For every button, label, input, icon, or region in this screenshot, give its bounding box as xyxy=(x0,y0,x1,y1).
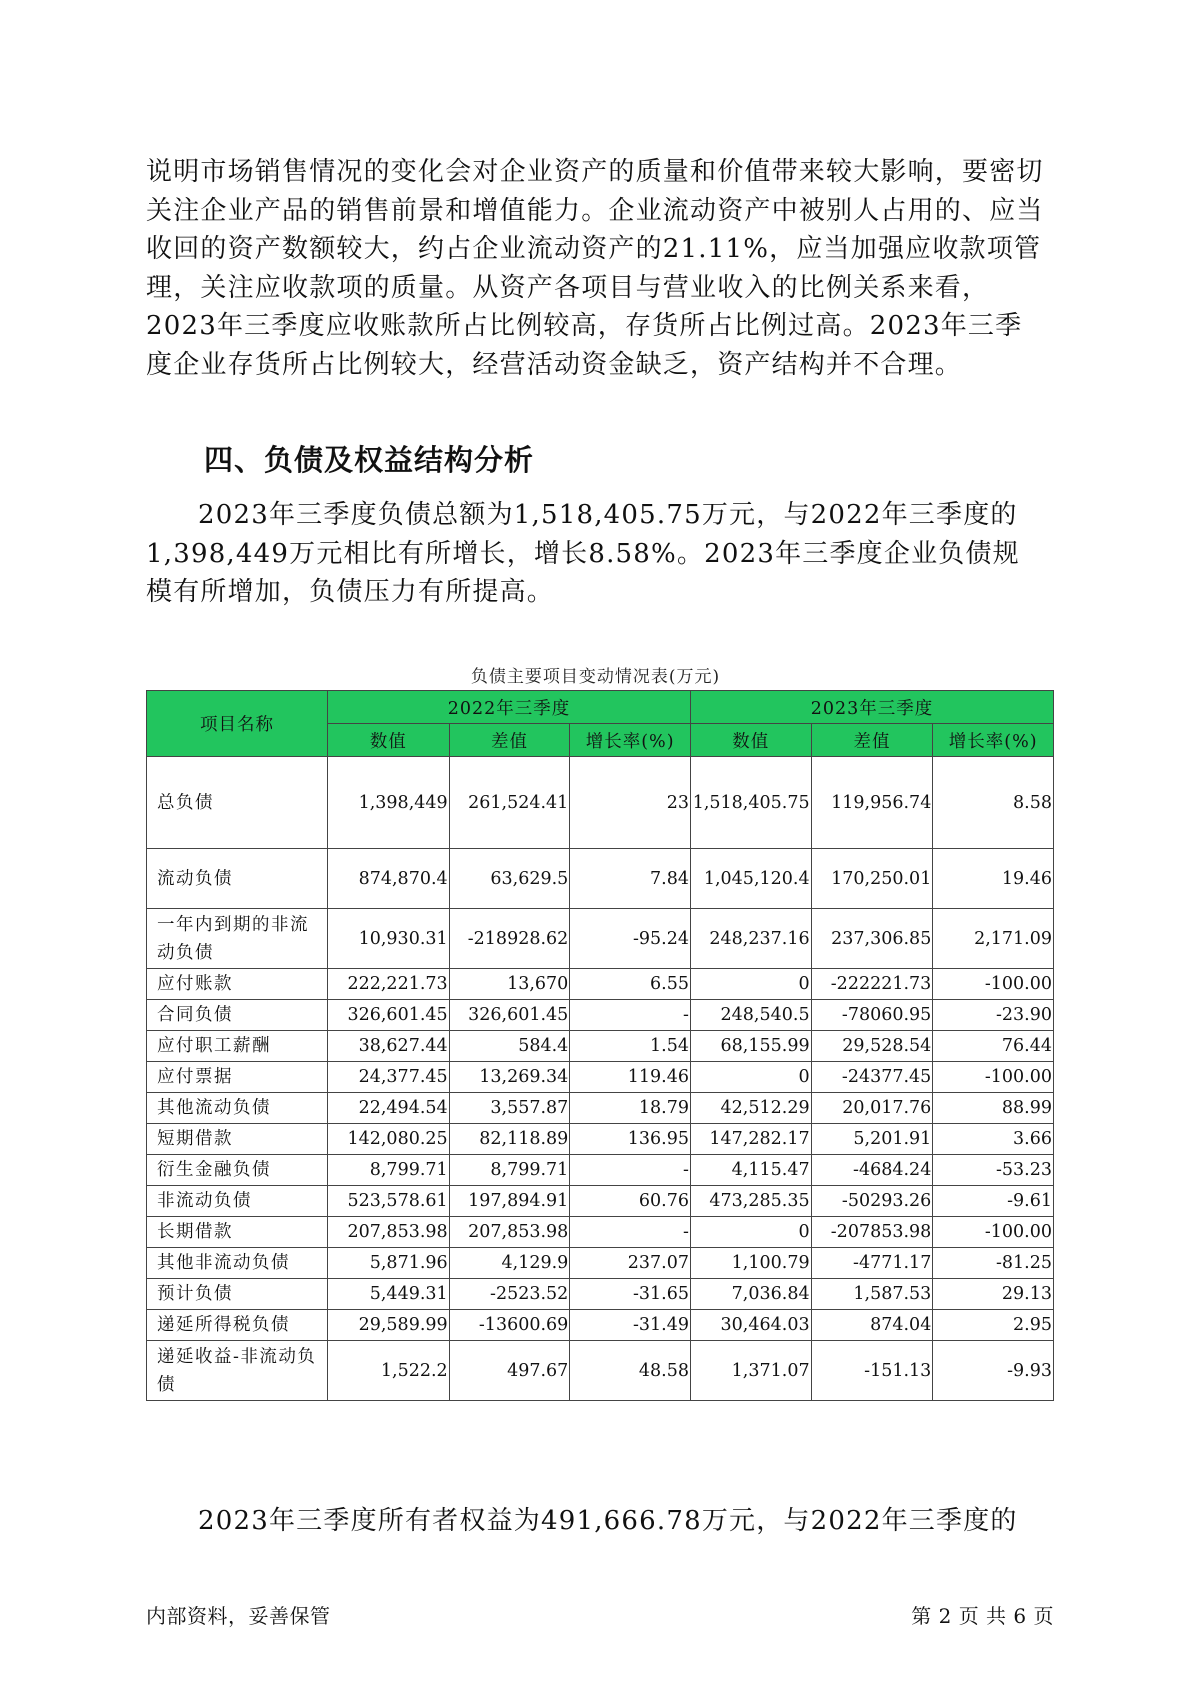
diff-2023: -4684.24 xyxy=(811,1155,933,1186)
value-2023: 473,285.35 xyxy=(690,1186,811,1217)
table-row xyxy=(147,1031,1054,1062)
value-2022: 24,377.45 xyxy=(327,1062,449,1093)
table-row xyxy=(147,1186,1054,1217)
growth-2022: 23 xyxy=(570,757,691,849)
diff-2023: -78060.95 xyxy=(811,1000,933,1031)
header-growth: 增长率(%) xyxy=(933,724,1054,757)
diff-2023: 29,528.54 xyxy=(811,1031,933,1062)
diff-2023: -207853.98 xyxy=(811,1217,933,1248)
diff-2022: 13,670 xyxy=(449,969,570,1000)
value-2022: 1,522.2 xyxy=(327,1341,449,1401)
value-2023: 42,512.29 xyxy=(690,1093,811,1124)
value-2023: 4,115.47 xyxy=(690,1155,811,1186)
value-2023: 248,540.5 xyxy=(690,1000,811,1031)
row-item-name: 一年内到期的非流动负债 xyxy=(147,909,328,969)
diff-2022: 13,269.34 xyxy=(449,1062,570,1093)
diff-2022: 497.67 xyxy=(449,1341,570,1401)
diff-2022: 4,129.9 xyxy=(449,1248,570,1279)
value-2023: 1,100.79 xyxy=(690,1248,811,1279)
growth-2023: 76.44 xyxy=(933,1031,1054,1062)
header-diff: 差值 xyxy=(811,724,933,757)
value-2023: 7,036.84 xyxy=(690,1279,811,1310)
value-2023: 0 xyxy=(690,1062,811,1093)
growth-2023: 3.66 xyxy=(933,1124,1054,1155)
value-2022: 5,871.96 xyxy=(327,1248,449,1279)
value-2022: 8,799.71 xyxy=(327,1155,449,1186)
growth-2023: 8.58 xyxy=(933,757,1054,849)
liability-table xyxy=(146,690,1054,1401)
header-period-2022: 2022年三季度 xyxy=(327,691,690,724)
diff-2022: 63,629.5 xyxy=(449,849,570,909)
table-row xyxy=(147,1093,1054,1124)
table-row xyxy=(147,1341,1054,1401)
table-row xyxy=(147,1248,1054,1279)
row-item-name: 合同负债 xyxy=(147,1000,328,1031)
value-2022: 222,221.73 xyxy=(327,969,449,1000)
table-row xyxy=(147,849,1054,909)
header-value: 数值 xyxy=(690,724,811,757)
header-diff: 差值 xyxy=(449,724,570,757)
diff-2022: -2523.52 xyxy=(449,1279,570,1310)
value-2023: 0 xyxy=(690,969,811,1000)
header-period-2023: 2023年三季度 xyxy=(690,691,1053,724)
table-row xyxy=(147,969,1054,1000)
diff-2022: 584.4 xyxy=(449,1031,570,1062)
row-item-name: 应付职工薪酬 xyxy=(147,1031,328,1062)
header-growth: 增长率(%) xyxy=(570,724,691,757)
table-row xyxy=(147,1155,1054,1186)
diff-2023: 170,250.01 xyxy=(811,849,933,909)
growth-2023: 88.99 xyxy=(933,1093,1054,1124)
table-row xyxy=(147,1124,1054,1155)
value-2022: 874,870.4 xyxy=(327,849,449,909)
body-paragraph: 2023年三季度负债总额为1,518,405.75万元，与2022年三季度的1,398,449万元相比有所增长，增长8.58%。2023年三季度企业负债规模有所增加，负债压力有所提高。 xyxy=(146,500,1020,607)
growth-2022: 6.55 xyxy=(570,969,691,1000)
growth-2023: 19.46 xyxy=(933,849,1054,909)
growth-2022: 237.07 xyxy=(570,1248,691,1279)
diff-2023: 119,956.74 xyxy=(811,757,933,849)
row-item-name: 其他非流动负债 xyxy=(147,1248,328,1279)
row-item-name: 衍生金融负债 xyxy=(147,1155,328,1186)
growth-2023: 29.13 xyxy=(933,1279,1054,1310)
table-row xyxy=(147,909,1054,969)
value-2022: 207,853.98 xyxy=(327,1217,449,1248)
growth-2022: - xyxy=(570,1155,691,1186)
value-2022: 326,601.45 xyxy=(327,1000,449,1031)
diff-2023: 874.04 xyxy=(811,1310,933,1341)
diff-2022: 261,524.41 xyxy=(449,757,570,849)
growth-2022: 7.84 xyxy=(570,849,691,909)
growth-2022: 1.54 xyxy=(570,1031,691,1062)
value-2023: 30,464.03 xyxy=(690,1310,811,1341)
diff-2023: 5,201.91 xyxy=(811,1124,933,1155)
body-paragraph: 说明市场销售情况的变化会对企业资产的质量和价值带来较大影响，要密切关注企业产品的销售前景和增值能力。企业流动资产中被别人占用的、应当收回的资产数额较大，约占企业流动资产的21.11%，应当加强应收款项管理，关注应收款项的质量。从资产各项目与营业收入的比例关系来看，2023年三季度应收账款所占比例较高，存货所占比例过高。2023年三季度企业存货所占比例较大，经营活动资金缺乏，资产结构并不合理。 xyxy=(146,157,1044,380)
growth-2023: -100.00 xyxy=(933,1217,1054,1248)
growth-2022: 18.79 xyxy=(570,1093,691,1124)
diff-2023: -222221.73 xyxy=(811,969,933,1000)
value-2022: 38,627.44 xyxy=(327,1031,449,1062)
growth-2022: -31.49 xyxy=(570,1310,691,1341)
growth-2022: 60.76 xyxy=(570,1186,691,1217)
row-item-name: 其他流动负债 xyxy=(147,1093,328,1124)
table-caption: 负债主要项目变动情况表(万元) xyxy=(470,667,721,687)
value-2023: 248,237.16 xyxy=(690,909,811,969)
value-2022: 22,494.54 xyxy=(327,1093,449,1124)
value-2022: 29,589.99 xyxy=(327,1310,449,1341)
row-item-name: 流动负债 xyxy=(147,849,328,909)
table-row xyxy=(147,1279,1054,1310)
diff-2022: 3,557.87 xyxy=(449,1093,570,1124)
value-2023: 1,045,120.4 xyxy=(690,849,811,909)
growth-2023: -53.23 xyxy=(933,1155,1054,1186)
value-2022: 5,449.31 xyxy=(327,1279,449,1310)
growth-2023: -9.93 xyxy=(933,1341,1054,1401)
growth-2022: -31.65 xyxy=(570,1279,691,1310)
diff-2023: 20,017.76 xyxy=(811,1093,933,1124)
value-2022: 523,578.61 xyxy=(327,1186,449,1217)
diff-2023: -151.13 xyxy=(811,1341,933,1401)
row-item-name: 短期借款 xyxy=(147,1124,328,1155)
growth-2022: -95.24 xyxy=(570,909,691,969)
diff-2023: 237,306.85 xyxy=(811,909,933,969)
row-item-name: 预计负债 xyxy=(147,1279,328,1310)
section-heading: 四、负债及权益结构分析 xyxy=(204,443,535,477)
growth-2023: 2,171.09 xyxy=(933,909,1054,969)
diff-2022: 82,118.89 xyxy=(449,1124,570,1155)
table-row xyxy=(147,1000,1054,1031)
diff-2022: 8,799.71 xyxy=(449,1155,570,1186)
diff-2022: -13600.69 xyxy=(449,1310,570,1341)
diff-2023: -4771.17 xyxy=(811,1248,933,1279)
value-2023: 147,282.17 xyxy=(690,1124,811,1155)
growth-2023: -81.25 xyxy=(933,1248,1054,1279)
row-item-name: 递延收益-非流动负债 xyxy=(147,1341,328,1401)
diff-2022: 197,894.91 xyxy=(449,1186,570,1217)
growth-2022: 119.46 xyxy=(570,1062,691,1093)
diff-2023: 1,587.53 xyxy=(811,1279,933,1310)
growth-2023: -100.00 xyxy=(933,969,1054,1000)
row-item-name: 应付账款 xyxy=(147,969,328,1000)
value-2023: 0 xyxy=(690,1217,811,1248)
growth-2023: -100.00 xyxy=(933,1062,1054,1093)
value-2022: 142,080.25 xyxy=(327,1124,449,1155)
diff-2022: 207,853.98 xyxy=(449,1217,570,1248)
row-item-name: 递延所得税负债 xyxy=(147,1310,328,1341)
value-2022: 1,398,449 xyxy=(327,757,449,849)
table-row xyxy=(147,757,1054,849)
value-2023: 68,155.99 xyxy=(690,1031,811,1062)
value-2023: 1,371.07 xyxy=(690,1341,811,1401)
table-body xyxy=(147,757,1054,1401)
diff-2023: -24377.45 xyxy=(811,1062,933,1093)
growth-2022: - xyxy=(570,1217,691,1248)
table-row xyxy=(147,1062,1054,1093)
diff-2023: -50293.26 xyxy=(811,1186,933,1217)
diff-2022: -218928.62 xyxy=(449,909,570,969)
growth-2022: - xyxy=(570,1000,691,1031)
table-row xyxy=(147,1310,1054,1341)
value-2022: 10,930.31 xyxy=(327,909,449,969)
header-item-name: 项目名称 xyxy=(147,691,328,757)
growth-2022: 136.95 xyxy=(570,1124,691,1155)
body-paragraph: 2023年三季度所有者权益为491,666.78万元，与2022年三季度的 xyxy=(198,1506,1018,1536)
growth-2023: 2.95 xyxy=(933,1310,1054,1341)
growth-2023: -9.61 xyxy=(933,1186,1054,1217)
growth-2023: -23.90 xyxy=(933,1000,1054,1031)
diff-2022: 326,601.45 xyxy=(449,1000,570,1031)
row-item-name: 应付票据 xyxy=(147,1062,328,1093)
footer-note: 内部资料，妥善保管 xyxy=(146,1604,331,1628)
value-2023: 1,518,405.75 xyxy=(690,757,811,849)
header-value: 数值 xyxy=(327,724,449,757)
row-item-name: 长期借款 xyxy=(147,1217,328,1248)
row-item-name: 总负债 xyxy=(147,757,328,849)
table-row xyxy=(147,1217,1054,1248)
page-number: 第 2 页 共 6 页 xyxy=(911,1604,1054,1628)
row-item-name: 非流动负债 xyxy=(147,1186,328,1217)
growth-2022: 48.58 xyxy=(570,1341,691,1401)
